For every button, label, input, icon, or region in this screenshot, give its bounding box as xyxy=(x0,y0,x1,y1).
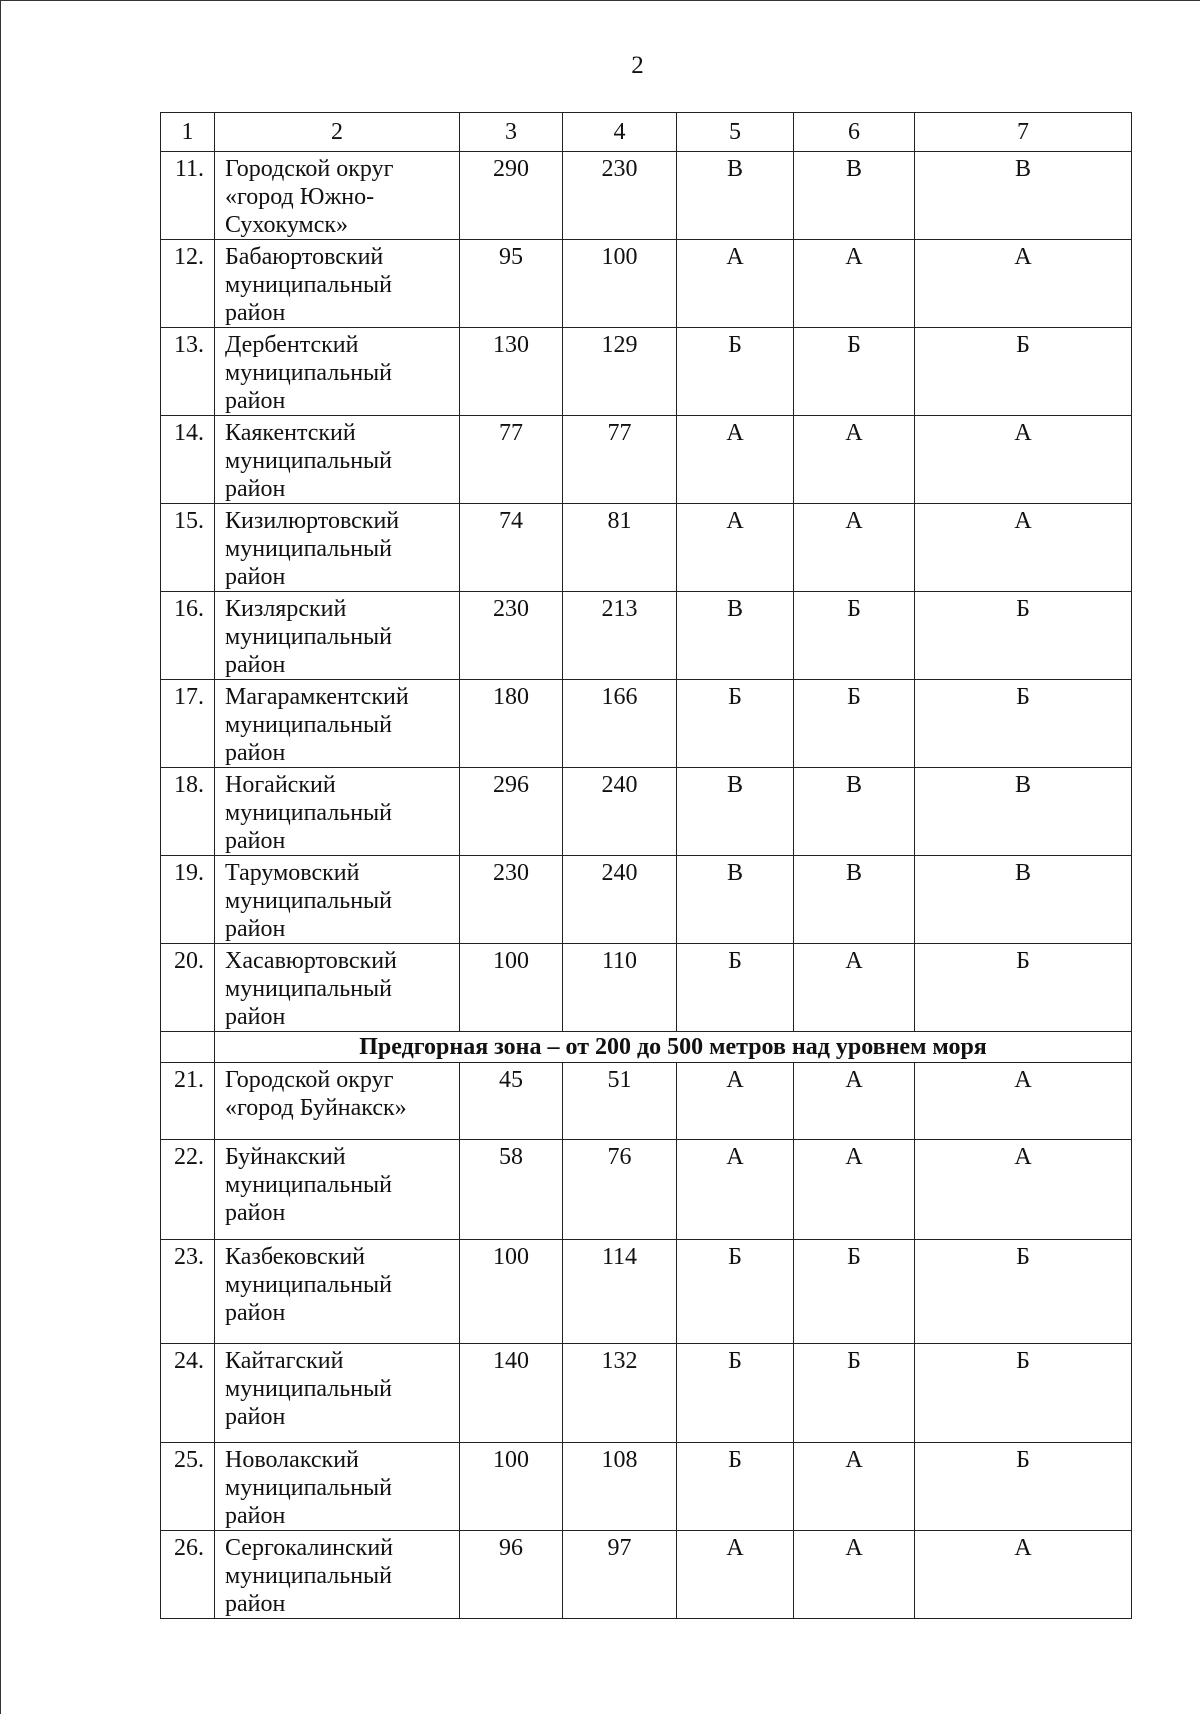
row-number-cell: 18. xyxy=(161,768,215,856)
column-header-7: 7 xyxy=(915,113,1132,152)
table-row xyxy=(161,152,1132,240)
value-col4-cell: 166 xyxy=(563,680,677,768)
category-col6-cell: А xyxy=(794,1443,915,1531)
category-col7-cell: Б xyxy=(915,1443,1132,1531)
value-col3-cell: 230 xyxy=(460,856,563,944)
category-col7-cell: Б xyxy=(915,1240,1132,1344)
value-col3-cell: 290 xyxy=(460,152,563,240)
category-col6-cell: А xyxy=(794,1531,915,1619)
value-col3-cell: 74 xyxy=(460,504,563,592)
row-number-cell: 14. xyxy=(161,416,215,504)
category-col6-cell: А xyxy=(794,504,915,592)
value-col3-cell: 140 xyxy=(460,1344,563,1443)
table-row xyxy=(161,416,1132,504)
value-col4-cell: 97 xyxy=(563,1531,677,1619)
table-row xyxy=(161,768,1132,856)
category-col5-cell: А xyxy=(677,416,794,504)
category-col7-cell: А xyxy=(915,416,1132,504)
value-col4-cell: 77 xyxy=(563,416,677,504)
value-col3-cell: 58 xyxy=(460,1140,563,1240)
category-col6-cell: А xyxy=(794,1140,915,1240)
category-col5-cell: В xyxy=(677,152,794,240)
category-col6-cell: А xyxy=(794,240,915,328)
value-col4-cell: 76 xyxy=(563,1140,677,1240)
value-col3-cell: 230 xyxy=(460,592,563,680)
district-name-cell: Каякентский муниципальный район xyxy=(215,416,460,504)
zone-heading-empty-cell xyxy=(161,1032,215,1063)
value-col4-cell: 108 xyxy=(563,1443,677,1531)
row-number-cell: 24. xyxy=(161,1344,215,1443)
value-col4-cell: 110 xyxy=(563,944,677,1032)
district-name-cell: Бабаюртовский муниципальный район xyxy=(215,240,460,328)
district-name-cell: Казбековский муниципальный район xyxy=(215,1240,460,1344)
value-col3-cell: 95 xyxy=(460,240,563,328)
district-name-cell: Кизилюртовский муниципальный район xyxy=(215,504,460,592)
value-col4-cell: 240 xyxy=(563,768,677,856)
category-col6-cell: В xyxy=(794,152,915,240)
table-row xyxy=(161,856,1132,944)
column-header-6: 6 xyxy=(794,113,915,152)
category-col5-cell: Б xyxy=(677,1344,794,1443)
category-col7-cell: Б xyxy=(915,328,1132,416)
category-col7-cell: В xyxy=(915,152,1132,240)
value-col3-cell: 180 xyxy=(460,680,563,768)
column-header-4: 4 xyxy=(563,113,677,152)
row-number-cell: 25. xyxy=(161,1443,215,1531)
category-col7-cell: А xyxy=(915,504,1132,592)
value-col4-cell: 129 xyxy=(563,328,677,416)
category-col7-cell: А xyxy=(915,1063,1132,1140)
category-col5-cell: В xyxy=(677,592,794,680)
category-col6-cell: Б xyxy=(794,1240,915,1344)
value-col3-cell: 77 xyxy=(460,416,563,504)
row-number-cell: 12. xyxy=(161,240,215,328)
row-number-cell: 13. xyxy=(161,328,215,416)
category-col5-cell: Б xyxy=(677,1443,794,1531)
category-col5-cell: А xyxy=(677,504,794,592)
category-col6-cell: Б xyxy=(794,680,915,768)
category-col6-cell: Б xyxy=(794,592,915,680)
value-col3-cell: 45 xyxy=(460,1063,563,1140)
table-row xyxy=(161,1063,1132,1140)
row-number-cell: 19. xyxy=(161,856,215,944)
page-number: 2 xyxy=(631,52,644,79)
district-name-cell: Буйнакский муниципальный район xyxy=(215,1140,460,1240)
table-row xyxy=(161,1531,1132,1619)
row-number-cell: 16. xyxy=(161,592,215,680)
district-name-cell: Хасавюртовский муниципальный район xyxy=(215,944,460,1032)
value-col3-cell: 100 xyxy=(460,1240,563,1344)
data-table xyxy=(160,112,1132,1619)
category-col6-cell: А xyxy=(794,1063,915,1140)
zone-heading: Предгорная зона – от 200 до 500 метров над уровнем моря xyxy=(215,1032,1132,1063)
district-name-cell: Кайтагский муниципальный район xyxy=(215,1344,460,1443)
row-number-cell: 15. xyxy=(161,504,215,592)
value-col3-cell: 296 xyxy=(460,768,563,856)
district-name-cell: Магарамкентский муниципальный район xyxy=(215,680,460,768)
value-col4-cell: 114 xyxy=(563,1240,677,1344)
table-row xyxy=(161,1344,1132,1443)
value-col4-cell: 240 xyxy=(563,856,677,944)
category-col5-cell: Б xyxy=(677,944,794,1032)
category-col5-cell: В xyxy=(677,856,794,944)
row-number-cell: 11. xyxy=(161,152,215,240)
header-row xyxy=(161,113,1132,152)
district-name-cell: Городской округ «город Буйнакск» xyxy=(215,1063,460,1140)
category-col5-cell: Б xyxy=(677,328,794,416)
value-col4-cell: 213 xyxy=(563,592,677,680)
category-col7-cell: Б xyxy=(915,1344,1132,1443)
column-header-5: 5 xyxy=(677,113,794,152)
row-number-cell: 17. xyxy=(161,680,215,768)
column-header-2: 2 xyxy=(215,113,460,152)
category-col6-cell: Б xyxy=(794,1344,915,1443)
category-col7-cell: А xyxy=(915,240,1132,328)
district-name-cell: Городской округ «город Южно-Сухокумск» xyxy=(215,152,460,240)
value-col4-cell: 132 xyxy=(563,1344,677,1443)
district-name-cell: Тарумовский муниципальный район xyxy=(215,856,460,944)
table-row xyxy=(161,1240,1132,1344)
page-border-left xyxy=(0,0,1,1714)
table-row xyxy=(161,504,1132,592)
value-col3-cell: 96 xyxy=(460,1531,563,1619)
category-col5-cell: Б xyxy=(677,1240,794,1344)
district-name-cell: Ногайский муниципальный район xyxy=(215,768,460,856)
page-border-top xyxy=(0,0,1200,1)
district-name-cell: Сергокалинский муниципальный район xyxy=(215,1531,460,1619)
category-col7-cell: Б xyxy=(915,944,1132,1032)
value-col4-cell: 51 xyxy=(563,1063,677,1140)
category-col7-cell: В xyxy=(915,856,1132,944)
district-name-cell: Дербентский муниципальный район xyxy=(215,328,460,416)
row-number-cell: 20. xyxy=(161,944,215,1032)
category-col5-cell: А xyxy=(677,1140,794,1240)
column-header-1: 1 xyxy=(161,113,215,152)
table-row xyxy=(161,1140,1132,1240)
district-name-cell: Новолакский муниципальный район xyxy=(215,1443,460,1531)
row-number-cell: 26. xyxy=(161,1531,215,1619)
value-col4-cell: 230 xyxy=(563,152,677,240)
category-col6-cell: А xyxy=(794,944,915,1032)
value-col4-cell: 81 xyxy=(563,504,677,592)
column-header-3: 3 xyxy=(460,113,563,152)
table-row xyxy=(161,328,1132,416)
table-row xyxy=(161,1443,1132,1531)
table-row xyxy=(161,944,1132,1032)
row-number-cell: 21. xyxy=(161,1063,215,1140)
value-col3-cell: 130 xyxy=(460,328,563,416)
category-col6-cell: В xyxy=(794,856,915,944)
category-col7-cell: А xyxy=(915,1531,1132,1619)
category-col7-cell: Б xyxy=(915,680,1132,768)
district-name-cell: Кизлярский муниципальный район xyxy=(215,592,460,680)
value-col3-cell: 100 xyxy=(460,1443,563,1531)
category-col5-cell: А xyxy=(677,1531,794,1619)
value-col4-cell: 100 xyxy=(563,240,677,328)
category-col6-cell: А xyxy=(794,416,915,504)
category-col5-cell: А xyxy=(677,1063,794,1140)
table-row xyxy=(161,592,1132,680)
row-number-cell: 22. xyxy=(161,1140,215,1240)
category-col6-cell: В xyxy=(794,768,915,856)
value-col3-cell: 100 xyxy=(460,944,563,1032)
category-col7-cell: В xyxy=(915,768,1132,856)
category-col7-cell: А xyxy=(915,1140,1132,1240)
table-body xyxy=(161,113,1132,1619)
category-col5-cell: А xyxy=(677,240,794,328)
table-row xyxy=(161,680,1132,768)
table-row xyxy=(161,240,1132,328)
row-number-cell: 23. xyxy=(161,1240,215,1344)
category-col7-cell: Б xyxy=(915,592,1132,680)
category-col5-cell: Б xyxy=(677,680,794,768)
category-col5-cell: В xyxy=(677,768,794,856)
category-col6-cell: Б xyxy=(794,328,915,416)
zone-heading-row xyxy=(161,1032,1132,1063)
